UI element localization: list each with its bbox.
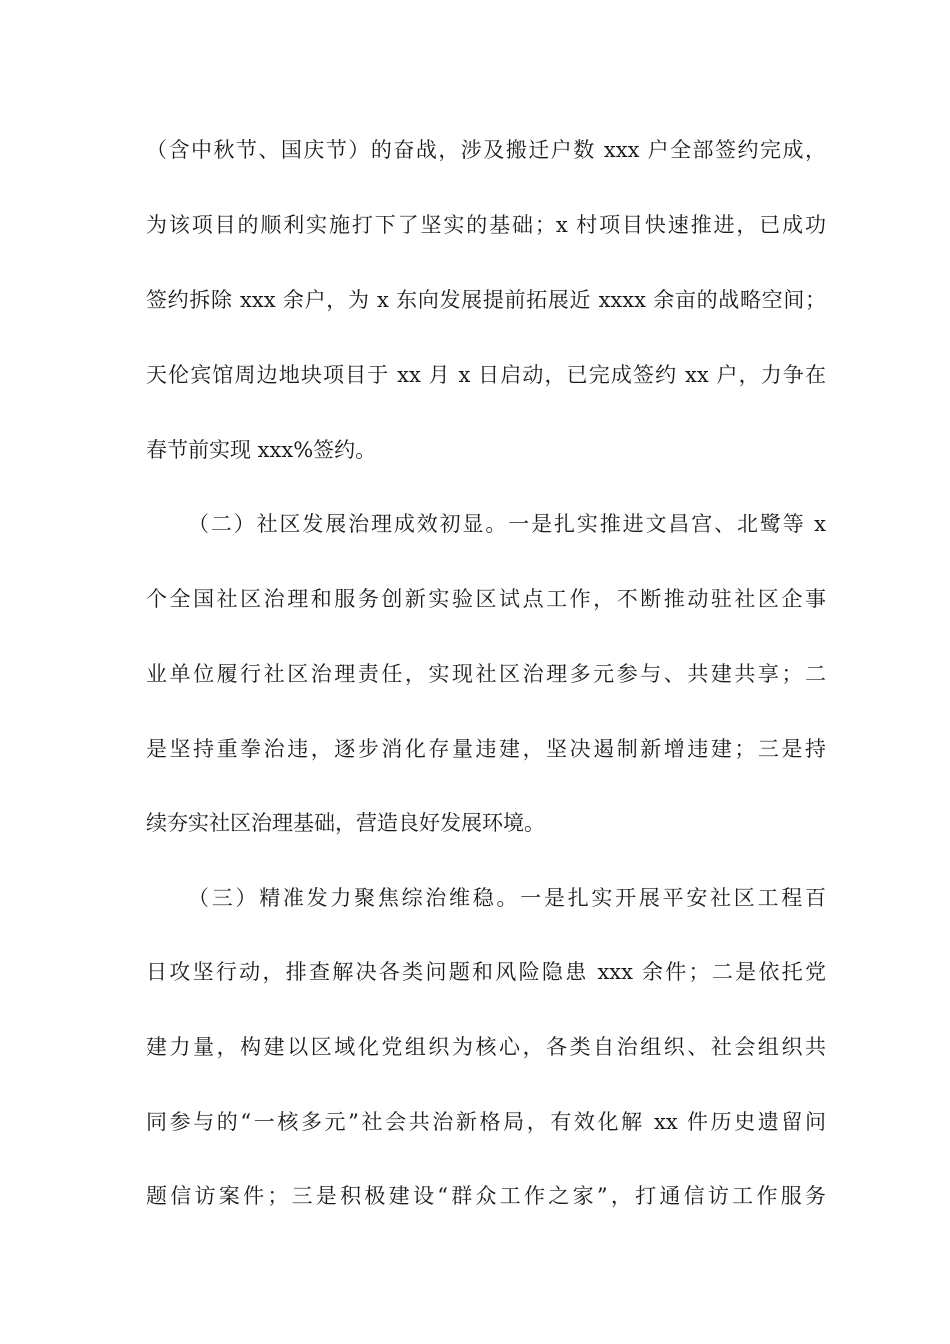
text-line: 个全国社区治理和服务创新实验区试点工作，不断推动驻社区企事 xyxy=(146,587,826,611)
paragraph-heading-line: （三）精准发力聚焦综治维稳。一是扎实开展平安社区工程百 xyxy=(188,886,826,910)
text-line: 天伦宾馆周边地块项目于 xx 月 x 日启动，已完成签约 xx 户，力争在 xyxy=(146,363,827,387)
text-line: 题信访案件；三是积极建设“群众工作之家”，打通信访工作服务 xyxy=(146,1184,826,1208)
text-line: 同参与的“一核多元”社会共治新格局，有效化解 xx 件历史遗留问 xyxy=(146,1110,826,1134)
text-line: 业单位履行社区治理责任，实现社区治理多元参与、共建共享；二 xyxy=(146,662,826,686)
paragraph-heading-line: （二）社区发展治理成效初显。一是扎实推进文昌宫、北鹭等 x xyxy=(188,512,826,536)
text-line: 续夯实社区治理基础，营造良好发展环境。 xyxy=(146,811,545,835)
text-line: 签约拆除 xxx 余户，为 x 东向发展提前拓展近 xxxx 余亩的战略空间； xyxy=(146,288,826,312)
text-line: 建力量，构建以区域化党组织为核心，各类自治组织、社会组织共 xyxy=(146,1035,826,1059)
text-line: 是坚持重拳治违，逐步消化存量违建，坚决遏制新增违建；三是持 xyxy=(146,737,826,761)
text-line: 为该项目的顺利实施打下了坚实的基础；x 村项目快速推进，已成功 xyxy=(146,213,826,237)
text-line: （含中秋节、国庆节）的奋战，涉及搬迁户数 xxx 户全部签约完成， xyxy=(146,138,826,162)
text-line: 春节前实现 xxx%签约。 xyxy=(146,438,377,462)
text-line: 日攻坚行动，排查解决各类问题和风险隐患 xxx 余件；二是依托党 xyxy=(146,960,826,984)
